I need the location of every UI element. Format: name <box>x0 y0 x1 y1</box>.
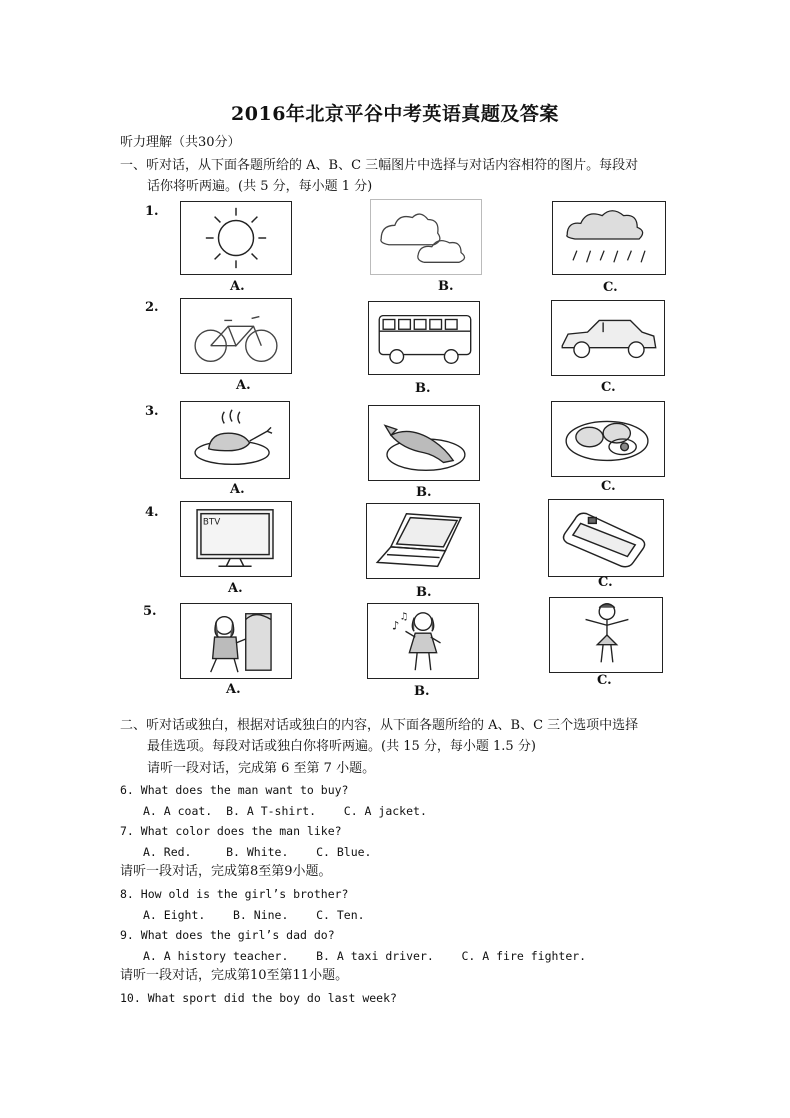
option-label: A. <box>230 279 245 294</box>
option-label: B. <box>415 381 431 396</box>
question-9-options: A. A history teacher. B. A taxi driver. C. A fire fighter. <box>143 949 587 963</box>
part1-instruction-1: 一、听对话，从下面各题所给的 A、B、C 三幅图片中选择与对话内容相符的图片。每段对 <box>120 158 639 173</box>
option-label: B. <box>416 485 432 500</box>
question-number: 1. <box>145 204 159 219</box>
question-7: 7. What color does the man like? <box>120 824 342 838</box>
sub-instruction: 请听一段对话，完成第10至第11小题。 <box>120 968 349 983</box>
page-title: 2016年北京平谷中考英语真题及答案 <box>231 103 559 125</box>
rain-icon[interactable] <box>552 201 666 275</box>
option-label: B. <box>416 585 432 600</box>
chicken-icon[interactable] <box>180 401 290 479</box>
car-icon[interactable] <box>551 300 665 376</box>
phone-icon[interactable] <box>548 499 664 577</box>
question-number: 5. <box>143 604 157 619</box>
question-number: 3. <box>145 404 159 419</box>
tv-label: BTV <box>202 517 221 528</box>
sub-instruction: 请听一段对话，完成第 6 至第 7 小题。 <box>147 761 376 776</box>
part1-instruction-2: 话你将听两遍。(共 5 分，每小题 1 分) <box>147 179 373 194</box>
option-label: B. <box>414 684 430 699</box>
option-label: A. <box>226 682 241 697</box>
question-number: 2. <box>145 300 159 315</box>
question-7-options: A. Red. B. White. C. Blue. <box>143 845 372 859</box>
option-label: C. <box>601 380 616 395</box>
girl-piano-icon[interactable] <box>180 603 292 679</box>
option-label: C. <box>597 673 612 688</box>
question-9: 9. What does the girl’s dad do? <box>120 928 335 942</box>
girl-dancing-icon[interactable] <box>549 597 663 673</box>
option-label: C. <box>601 479 616 494</box>
sub-instruction: 请听一段对话，完成第8至第9小题。 <box>120 864 332 879</box>
bus-icon[interactable] <box>368 301 480 375</box>
question-6-options: A. A coat. B. A T-shirt. C. A jacket. <box>143 804 427 818</box>
part2-instruction-2: 最佳选项。每段对话或独白你将听两遍。(共 15 分，每小题 1.5 分) <box>147 739 536 754</box>
girl-singing-icon[interactable] <box>367 603 479 679</box>
question-8: 8. How old is the girl’s brother? <box>120 887 349 901</box>
option-label: C. <box>603 280 618 295</box>
listening-header: 听力理解（共30分） <box>120 135 241 150</box>
svg-text:♪: ♪ <box>391 618 400 633</box>
laptop-icon[interactable] <box>366 503 480 579</box>
option-label: A. <box>236 378 251 393</box>
question-8-options: A. Eight. B. Nine. C. Ten. <box>143 908 365 922</box>
part2-instruction-1: 二、听对话或独白，根据对话或独白的内容，从下面各题所给的 A、B、C 三个选项中选择 <box>120 718 639 733</box>
cloud-icon[interactable] <box>370 199 482 275</box>
bicycle-icon[interactable] <box>180 298 292 374</box>
question-6: 6. What does the man want to buy? <box>120 783 349 797</box>
sun-icon[interactable] <box>180 201 292 275</box>
option-label: C. <box>598 575 613 590</box>
tv-icon[interactable] <box>180 501 292 577</box>
option-label: A. <box>230 482 245 497</box>
question-10: 10. What sport did the boy do last week? <box>120 991 397 1005</box>
question-number: 4. <box>145 505 159 520</box>
svg-text:♫: ♫ <box>399 611 409 623</box>
option-label: B. <box>438 279 454 294</box>
fish-icon[interactable] <box>368 405 480 481</box>
option-label: A. <box>228 581 243 596</box>
eggs-icon[interactable] <box>551 401 665 477</box>
